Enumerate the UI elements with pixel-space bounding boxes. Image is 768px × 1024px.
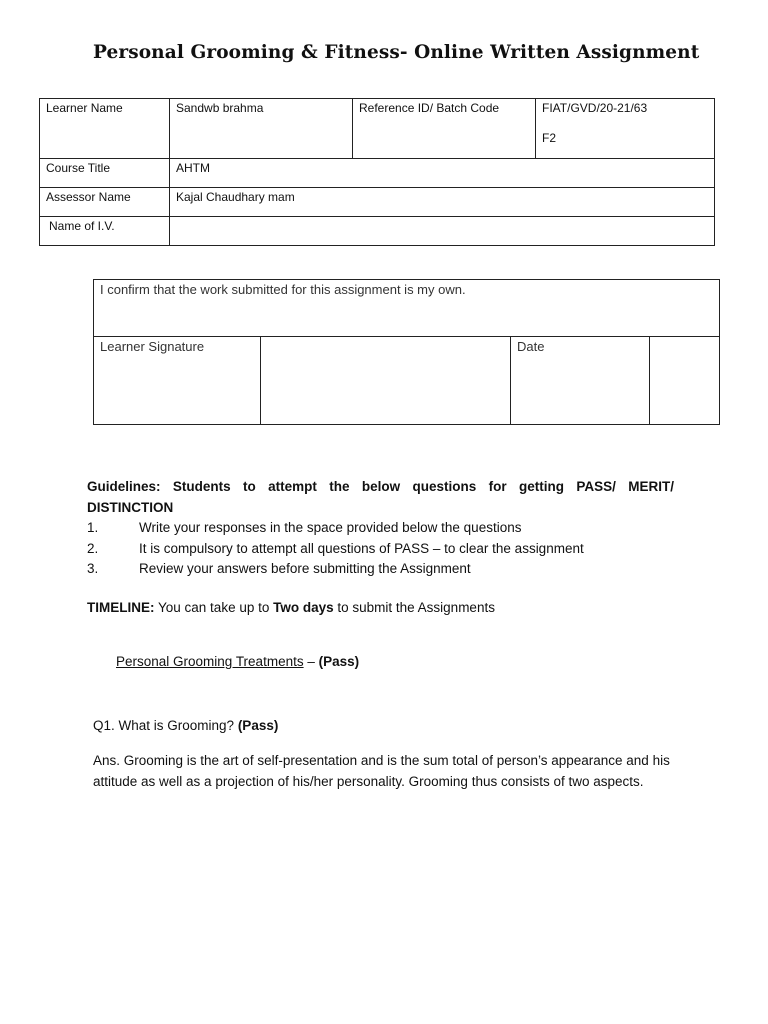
guidelines-heading: Guidelines: Students to attempt the below questions for getting PASS/ MERIT/	[87, 479, 674, 494]
signature-field	[261, 337, 511, 425]
date-field	[650, 337, 720, 425]
page-title: Personal Grooming & Fitness- Online Written Assignment	[93, 42, 700, 63]
reference-label: Reference ID/ Batch Code	[353, 99, 536, 159]
list-item	[87, 518, 674, 539]
learner-name-label: Learner Name	[40, 99, 170, 159]
guidelines-heading-cont: DISTINCTION	[87, 499, 174, 515]
list-item	[87, 559, 674, 580]
course-title-value: AHTM	[170, 159, 715, 188]
iv-value	[170, 217, 715, 246]
table-row	[40, 99, 715, 159]
question-1	[93, 718, 278, 733]
learner-info-table	[39, 98, 715, 246]
timeline-text-after: to submit the Assignments	[333, 600, 495, 615]
guidelines	[87, 477, 674, 580]
table-row	[94, 280, 720, 337]
section-name: Personal Grooming Treatments	[116, 654, 304, 669]
confirmation-statement: I confirm that the work submitted for this assignment is my own.	[94, 280, 720, 337]
iv-label: Name of I.V.	[40, 217, 170, 246]
question-level: (Pass)	[237, 718, 279, 733]
table-row	[40, 188, 715, 217]
reference-value-line1: FIAT/GVD/20-21/63	[542, 101, 648, 115]
table-row	[40, 217, 715, 246]
section-heading	[116, 654, 359, 669]
timeline-label: TIMELINE:	[87, 600, 155, 615]
timeline-emphasis: Two days	[273, 600, 334, 615]
date-label: Date	[511, 337, 650, 425]
question-text: Q1. What is Grooming?	[93, 718, 238, 733]
timeline-text-before: You can take up to	[154, 600, 274, 615]
course-title-label: Course Title	[40, 159, 170, 188]
list-text: It is compulsory to attempt all questions of PASS – to clear the assignment	[139, 540, 584, 556]
confirmation-table	[93, 279, 720, 425]
signature-label: Learner Signature	[94, 337, 261, 425]
section-level: (Pass)	[318, 654, 360, 669]
list-number: 1.	[87, 520, 99, 535]
assessor-value: Kajal Chaudhary mam	[170, 188, 715, 217]
timeline-note	[87, 600, 495, 615]
answer-1: Ans. Grooming is the art of self-presentation and is the sum total of person’s appearance and his attitude as well as a projection of his/her personality. Grooming thus consists of two aspects.	[93, 753, 670, 789]
learner-name-value: Sandwb brahma	[170, 99, 353, 159]
assessor-label: Assessor Name	[40, 188, 170, 217]
list-number: 3.	[87, 561, 99, 576]
table-row	[40, 159, 715, 188]
list-text: Write your responses in the space provided below the questions	[139, 520, 522, 535]
list-item	[87, 539, 674, 560]
reference-value-line2: F2	[542, 131, 557, 145]
list-number: 2.	[87, 540, 99, 556]
table-row	[94, 337, 720, 425]
list-text: Review your answers before submitting the Assignment	[139, 561, 471, 576]
section-separator: –	[303, 654, 319, 669]
reference-value	[536, 99, 715, 159]
